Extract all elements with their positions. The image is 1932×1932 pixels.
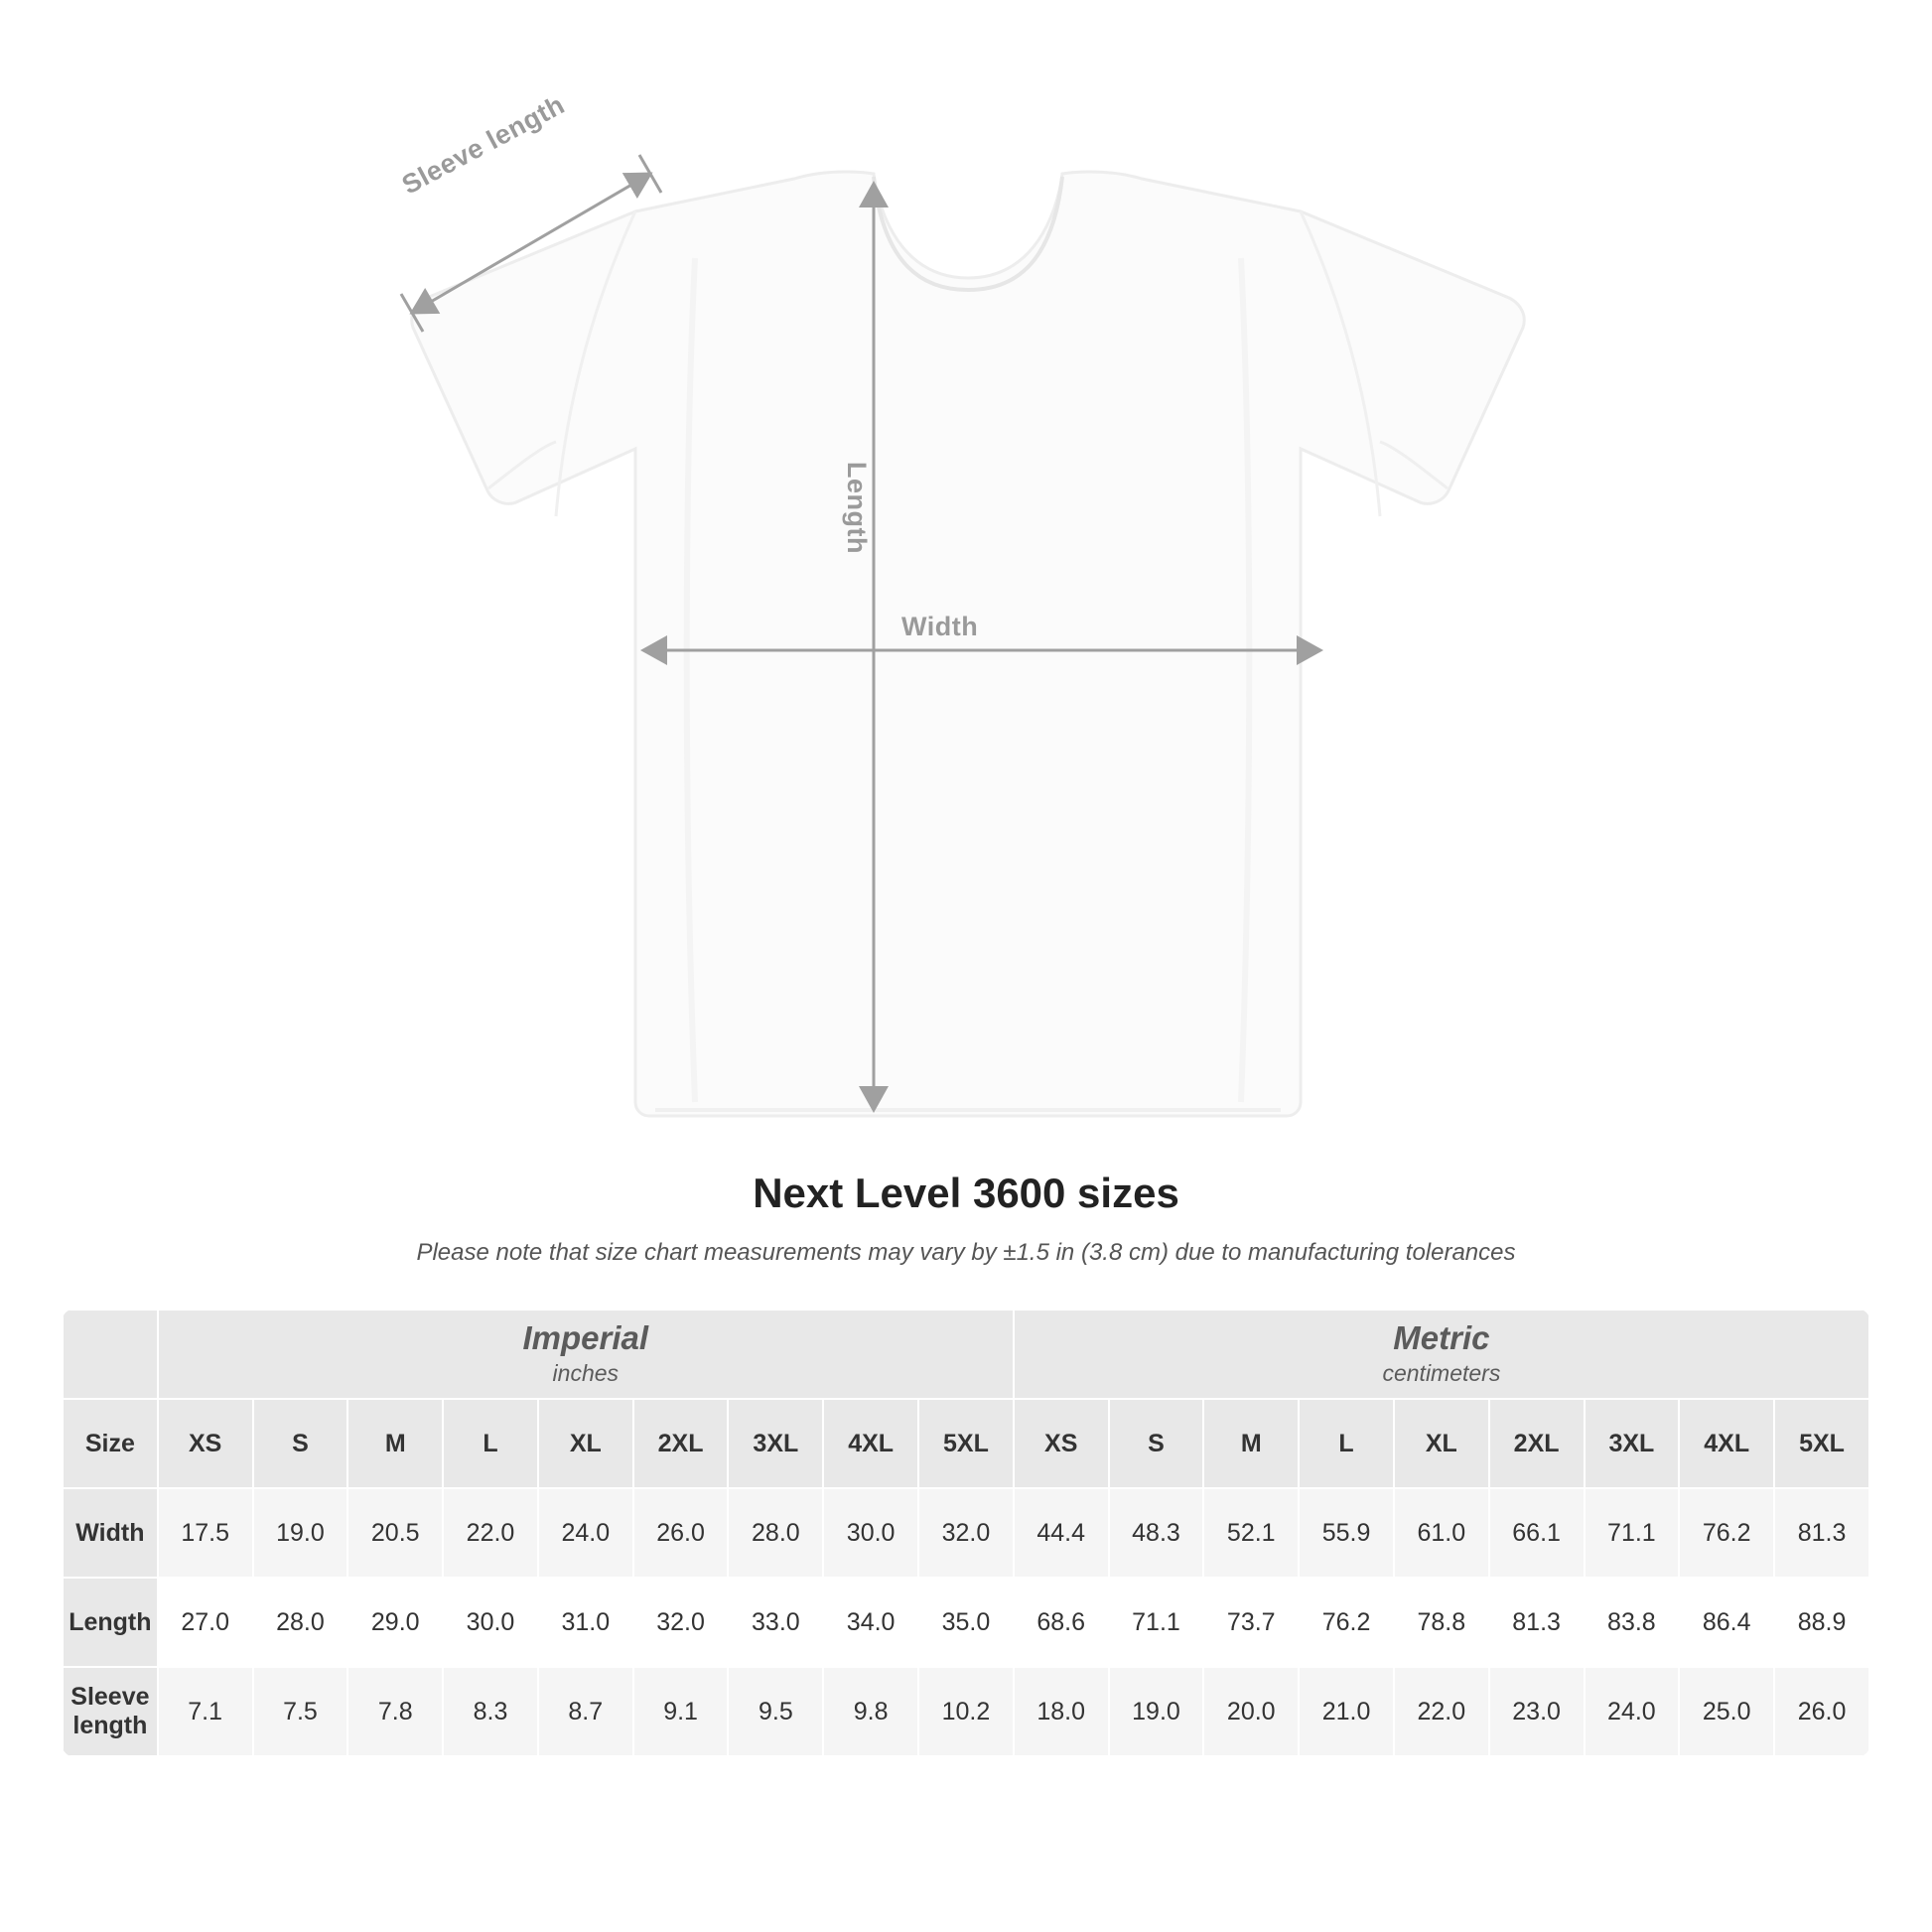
table-cell: 33.0 <box>728 1578 823 1667</box>
table-cell: 71.1 <box>1585 1488 1680 1578</box>
table-cell: 44.4 <box>1014 1488 1109 1578</box>
size-header-cell: 4XL <box>1679 1399 1774 1488</box>
table-cell: 26.0 <box>1774 1667 1869 1756</box>
tolerance-note: Please note that size chart measurements may vary by ±1.5 in (3.8 cm) due to manufacturing tolerances <box>416 1239 1516 1266</box>
size-header-cell: 2XL <box>633 1399 729 1488</box>
size-header-cell: 5XL <box>918 1399 1014 1488</box>
size-header-cell: XS <box>158 1399 253 1488</box>
size-header-cell: 5XL <box>1774 1399 1869 1488</box>
table-cell: 28.0 <box>253 1578 348 1667</box>
size-table-wrapper <box>62 1309 1870 1757</box>
size-header-row <box>63 1399 1869 1488</box>
system-name-imperial: Imperial <box>522 1318 649 1356</box>
table-cell: 68.6 <box>1014 1578 1109 1667</box>
table-cell: 83.8 <box>1585 1578 1680 1667</box>
row-label-width: Width <box>63 1488 158 1578</box>
table-cell: 8.3 <box>443 1667 538 1756</box>
table-cell: 81.3 <box>1489 1578 1585 1667</box>
table-cell: 9.1 <box>633 1667 729 1756</box>
table-cell: 76.2 <box>1299 1578 1394 1667</box>
title-block <box>0 1170 1932 1267</box>
table-cell: 32.0 <box>633 1578 729 1667</box>
table-cell: 32.0 <box>918 1488 1014 1578</box>
table-cell: 30.0 <box>823 1488 918 1578</box>
table-cell: 26.0 <box>633 1488 729 1578</box>
table-cell: 78.8 <box>1394 1578 1489 1667</box>
size-header-cell: 4XL <box>823 1399 918 1488</box>
row-label-sleeve-length: Sleeve length <box>63 1667 158 1756</box>
table-cell: 7.1 <box>158 1667 253 1756</box>
table-cell: 24.0 <box>1585 1667 1680 1756</box>
system-unit-metric: centimeters <box>1382 1359 1501 1386</box>
table-cell: 7.8 <box>347 1667 443 1756</box>
table-cell: 34.0 <box>823 1578 918 1667</box>
table-cell: 48.3 <box>1109 1488 1204 1578</box>
width-dimension-label: Width <box>901 612 979 641</box>
table-cell: 24.0 <box>538 1488 633 1578</box>
system-header-row <box>63 1310 1869 1399</box>
table-cell: 27.0 <box>158 1578 253 1667</box>
table-cell: 76.2 <box>1679 1488 1774 1578</box>
table-cell: 20.0 <box>1203 1667 1299 1756</box>
table-row <box>63 1667 1869 1756</box>
size-header-cell: XS <box>1014 1399 1109 1488</box>
size-header-cell: L <box>443 1399 538 1488</box>
table-cell: 30.0 <box>443 1578 538 1667</box>
table-cell: 73.7 <box>1203 1578 1299 1667</box>
table-cell: 9.5 <box>728 1667 823 1756</box>
table-row <box>63 1578 1869 1667</box>
table-cell: 22.0 <box>443 1488 538 1578</box>
length-dimension-label: Length <box>842 462 872 554</box>
table-cell: 25.0 <box>1679 1667 1774 1756</box>
size-header-cell: M <box>1203 1399 1299 1488</box>
table-cell: 81.3 <box>1774 1488 1869 1578</box>
table-cell: 22.0 <box>1394 1667 1489 1756</box>
system-name-metric: Metric <box>1393 1318 1490 1356</box>
table-row <box>63 1488 1869 1578</box>
sleeve-length-dimension-label: Sleeve length <box>397 89 570 201</box>
table-cell: 19.0 <box>253 1488 348 1578</box>
size-header-cell: 3XL <box>1585 1399 1680 1488</box>
system-header-metric <box>1014 1310 1869 1399</box>
table-cell: 8.7 <box>538 1667 633 1756</box>
size-header-cell: XL <box>538 1399 633 1488</box>
table-cell: 17.5 <box>158 1488 253 1578</box>
table-cell: 23.0 <box>1489 1667 1585 1756</box>
table-cell: 52.1 <box>1203 1488 1299 1578</box>
size-header-cell: S <box>253 1399 348 1488</box>
system-unit-imperial: inches <box>552 1359 620 1386</box>
page-title: Next Level 3600 sizes <box>753 1170 1179 1216</box>
table-cell: 7.5 <box>253 1667 348 1756</box>
table-cell: 28.0 <box>728 1488 823 1578</box>
table-cell: 29.0 <box>347 1578 443 1667</box>
table-cell: 55.9 <box>1299 1488 1394 1578</box>
table-cell: 20.5 <box>347 1488 443 1578</box>
table-cell: 18.0 <box>1014 1667 1109 1756</box>
size-header-cell: XL <box>1394 1399 1489 1488</box>
size-table <box>62 1309 1870 1757</box>
table-cell: 66.1 <box>1489 1488 1585 1578</box>
size-header-cell: 2XL <box>1489 1399 1585 1488</box>
table-cell: 71.1 <box>1109 1578 1204 1667</box>
table-cell: 19.0 <box>1109 1667 1204 1756</box>
size-header-cell: M <box>347 1399 443 1488</box>
table-cell: 88.9 <box>1774 1578 1869 1667</box>
system-header-imperial <box>158 1310 1014 1399</box>
table-cell: 21.0 <box>1299 1667 1394 1756</box>
row-label-length: Length <box>63 1578 158 1667</box>
table-cell: 61.0 <box>1394 1488 1489 1578</box>
table-cell: 86.4 <box>1679 1578 1774 1667</box>
table-cell: 31.0 <box>538 1578 633 1667</box>
corner-cell <box>63 1310 158 1399</box>
size-header-cell: S <box>1109 1399 1204 1488</box>
size-header-label: Size <box>63 1399 158 1488</box>
table-cell: 35.0 <box>918 1578 1014 1667</box>
size-header-cell: 3XL <box>728 1399 823 1488</box>
table-cell: 10.2 <box>918 1667 1014 1756</box>
table-cell: 9.8 <box>823 1667 918 1756</box>
size-header-cell: L <box>1299 1399 1394 1488</box>
